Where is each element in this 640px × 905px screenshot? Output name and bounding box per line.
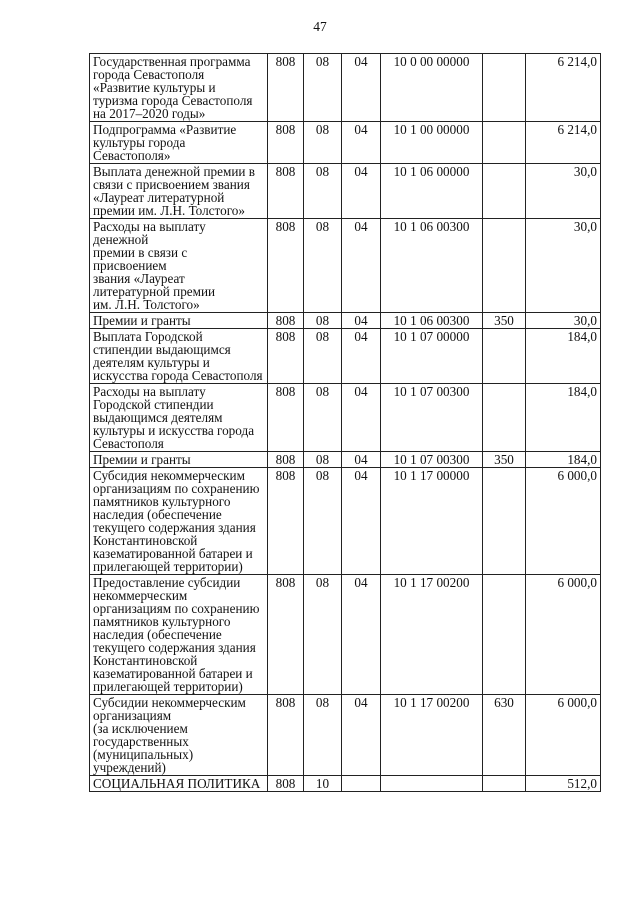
cell-department: 808: [268, 122, 304, 164]
cell-section: 08: [304, 54, 342, 122]
cell-subsection: 04: [342, 695, 381, 776]
cell-expense-type: [483, 164, 526, 219]
cell-subsection: 04: [342, 575, 381, 695]
table-row: [90, 384, 601, 452]
cell-section: 08: [304, 313, 342, 329]
cell-expense-type: 630: [483, 695, 526, 776]
cell-department: 808: [268, 468, 304, 575]
cell-section: 08: [304, 575, 342, 695]
cell-amount: 6 214,0: [526, 122, 601, 164]
cell-section: 10: [304, 776, 342, 792]
cell-section: 08: [304, 468, 342, 575]
cell-expense-type: [483, 54, 526, 122]
cell-department: 808: [268, 384, 304, 452]
cell-name: Премии и гранты: [90, 452, 268, 468]
cell-department: 808: [268, 452, 304, 468]
cell-name: СОЦИАЛЬНАЯ ПОЛИТИКА: [90, 776, 268, 792]
cell-amount: 6 214,0: [526, 54, 601, 122]
table-row: [90, 219, 601, 313]
cell-amount: 30,0: [526, 164, 601, 219]
cell-name: Расходы на выплату денежной премии в связи с присвоением звания «Лауреат литературной премии им. Л.Н. Толстого»: [90, 219, 268, 313]
cell-department: 808: [268, 575, 304, 695]
cell-section: 08: [304, 329, 342, 384]
cell-target-article: 10 1 00 00000: [381, 122, 483, 164]
table-row: [90, 695, 601, 776]
cell-expense-type: 350: [483, 452, 526, 468]
cell-target-article: 10 1 06 00300: [381, 313, 483, 329]
cell-expense-type: 350: [483, 313, 526, 329]
cell-subsection: 04: [342, 384, 381, 452]
table-row: [90, 452, 601, 468]
cell-target-article: 10 1 06 00000: [381, 164, 483, 219]
cell-subsection: 04: [342, 54, 381, 122]
cell-name: Расходы на выплату Городской стипендии выдающимся деятелям культуры и искусства города Севастополя: [90, 384, 268, 452]
cell-amount: 184,0: [526, 384, 601, 452]
cell-amount: 30,0: [526, 313, 601, 329]
cell-department: 808: [268, 776, 304, 792]
table-row: [90, 54, 601, 122]
cell-section: 08: [304, 695, 342, 776]
cell-section: 08: [304, 164, 342, 219]
cell-expense-type: [483, 329, 526, 384]
cell-target-article: 10 0 00 00000: [381, 54, 483, 122]
cell-name: Подпрограмма «Развитие культуры города Севастополя»: [90, 122, 268, 164]
cell-name: Выплата денежной премии в связи с присвоением звания «Лауреат литературной премии им. Л.Н. Толстого»: [90, 164, 268, 219]
budget-table: [89, 53, 601, 792]
cell-amount: 512,0: [526, 776, 601, 792]
cell-subsection: 04: [342, 122, 381, 164]
cell-target-article: [381, 776, 483, 792]
cell-amount: 184,0: [526, 329, 601, 384]
cell-amount: 30,0: [526, 219, 601, 313]
cell-expense-type: [483, 122, 526, 164]
cell-subsection: 04: [342, 313, 381, 329]
cell-department: 808: [268, 54, 304, 122]
table-row: [90, 776, 601, 792]
table-row: [90, 122, 601, 164]
cell-name: Выплата Городской стипендии выдающимся деятелям культуры и искусства города Севастополя: [90, 329, 268, 384]
cell-target-article: 10 1 06 00300: [381, 219, 483, 313]
page-number: 47: [313, 19, 327, 34]
cell-target-article: 10 1 17 00200: [381, 695, 483, 776]
cell-target-article: 10 1 17 00200: [381, 575, 483, 695]
table-row: [90, 468, 601, 575]
table-row: [90, 164, 601, 219]
cell-section: 08: [304, 122, 342, 164]
cell-name: Государственная программа города Севастополя «Развитие культуры и туризма города Севастополя на 2017–2020 годы»: [90, 54, 268, 122]
table-row: [90, 313, 601, 329]
cell-target-article: 10 1 07 00000: [381, 329, 483, 384]
cell-expense-type: [483, 384, 526, 452]
cell-name: Субсидия некоммерческим организациям по сохранению памятников культурного наследия (обеспечение текущего содержания здания Константиновской казематированной батареи и прилегающей территории): [90, 468, 268, 575]
cell-target-article: 10 1 07 00300: [381, 452, 483, 468]
cell-section: 08: [304, 452, 342, 468]
cell-section: 08: [304, 219, 342, 313]
cell-name: Премии и гранты: [90, 313, 268, 329]
table-row: [90, 575, 601, 695]
cell-amount: 6 000,0: [526, 575, 601, 695]
cell-subsection: 04: [342, 468, 381, 575]
cell-amount: 6 000,0: [526, 468, 601, 575]
cell-target-article: 10 1 07 00300: [381, 384, 483, 452]
cell-expense-type: [483, 575, 526, 695]
cell-subsection: 04: [342, 219, 381, 313]
cell-expense-type: [483, 468, 526, 575]
cell-expense-type: [483, 219, 526, 313]
cell-subsection: 04: [342, 329, 381, 384]
cell-department: 808: [268, 329, 304, 384]
cell-department: 808: [268, 219, 304, 313]
cell-amount: 6 000,0: [526, 695, 601, 776]
cell-subsection: 04: [342, 164, 381, 219]
cell-department: 808: [268, 313, 304, 329]
cell-name: Субсидии некоммерческим организациям (за исключением государственных (муниципальных) учреждений): [90, 695, 268, 776]
cell-section: 08: [304, 384, 342, 452]
cell-name: Предоставление субсидии некоммерческим организациям по сохранению памятников культурного наследия (обеспечение текущего содержания здания Константиновской казематированной батареи и прилегающей территории): [90, 575, 268, 695]
cell-department: 808: [268, 695, 304, 776]
cell-department: 808: [268, 164, 304, 219]
table-row: [90, 329, 601, 384]
cell-amount: 184,0: [526, 452, 601, 468]
cell-expense-type: [483, 776, 526, 792]
cell-target-article: 10 1 17 00000: [381, 468, 483, 575]
cell-subsection: 04: [342, 452, 381, 468]
cell-subsection: [342, 776, 381, 792]
